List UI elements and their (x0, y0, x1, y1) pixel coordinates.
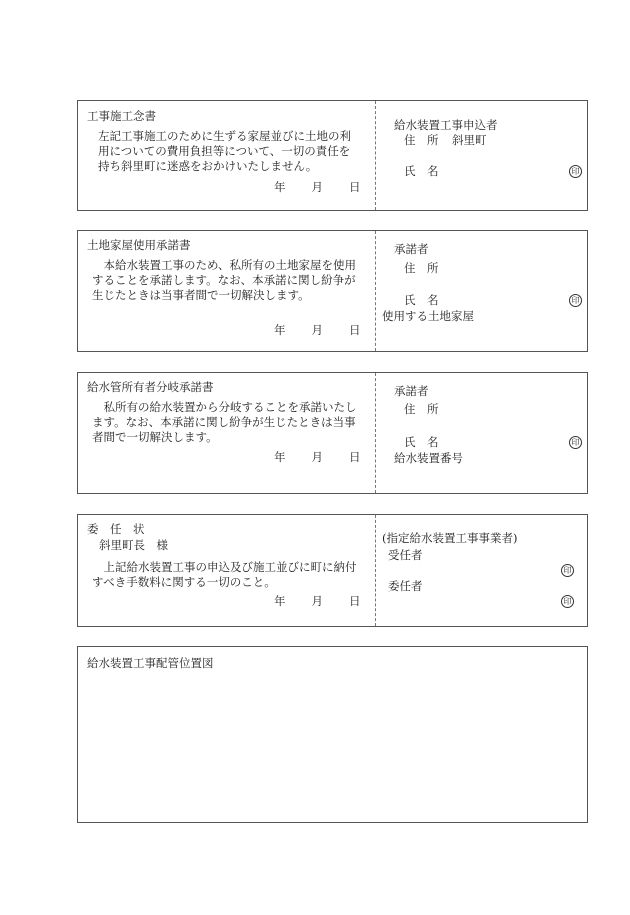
trustee-label: 受任者 (388, 548, 423, 562)
day-label: 日 (349, 180, 361, 194)
section-title: 工事施工念書 (87, 109, 156, 123)
address-value: 斜里町 (452, 133, 487, 147)
land-use-consent-section (77, 230, 588, 352)
contractor-label: (指定給水装置工事事業者) (382, 531, 518, 545)
seal-icon: 印 (569, 294, 582, 307)
section-title: 給水装置工事配管位置図 (87, 656, 214, 670)
date-line (274, 322, 361, 338)
section-title: 給水管所有者分岐承諾書 (87, 380, 214, 394)
month-label: 月 (311, 180, 323, 194)
section-divider (375, 101, 376, 210)
section-title: 土地家屋使用承諾書 (87, 238, 191, 252)
device-number-label: 給水装置番号 (394, 451, 463, 465)
name-label: 氏 名 (404, 435, 439, 449)
address-label: 住 所 (404, 402, 439, 416)
year-label: 年 (274, 594, 286, 608)
section-title: 委 任 状 (87, 522, 145, 536)
pledge-text: 左記工事施工のために生ずる家屋並びに土地の利用についての費用負担等について、一切の責任を持ち斜里町に迷惑をおかけいたしません。 (98, 129, 351, 173)
month-label: 月 (311, 323, 323, 337)
approver-label: 承諾者 (394, 384, 429, 398)
section-divider (375, 231, 376, 351)
property-label: 使用する土地家屋 (382, 309, 474, 323)
date-line (274, 593, 361, 609)
applicant-label: 給水装置工事申込者 (394, 118, 498, 132)
month-label: 月 (311, 450, 323, 464)
piping-location-diagram-section (77, 646, 588, 823)
power-of-attorney-section (77, 514, 588, 627)
seal-icon: 印 (569, 436, 582, 449)
month-label: 月 (311, 594, 323, 608)
section-divider (375, 515, 376, 626)
year-label: 年 (274, 323, 286, 337)
seal-icon: 印 (561, 595, 574, 608)
address-label: 住 所 (404, 133, 439, 147)
delegator-label: 委任者 (388, 579, 423, 593)
addressee: 斜里町長 様 (99, 538, 168, 552)
seal-icon: 印 (561, 564, 574, 577)
year-label: 年 (274, 180, 286, 194)
seal-icon: 印 (569, 165, 582, 178)
approver-label: 承諾者 (394, 242, 429, 256)
consent-text: 私所有の給水装置から分岐することを承諾いたします。なお、本承諾に関し紛争が生じたときは当事者間で一切解決します。 (92, 400, 357, 444)
section-divider (375, 373, 376, 493)
consent-text: 本給水装置工事のため、私所有の土地家屋を使用することを承諾します。なお、本承諾に関し紛争が生じたときは当事者間で一切解決します。 (92, 258, 357, 302)
day-label: 日 (349, 594, 361, 608)
day-label: 日 (349, 450, 361, 464)
year-label: 年 (274, 450, 286, 464)
date-line (274, 179, 361, 195)
date-line (274, 449, 361, 465)
branch-consent-section (77, 372, 588, 494)
day-label: 日 (349, 323, 361, 337)
delegation-text: 上記給水装置工事の申込及び施工並びに町に納付すべき手数料に関する一切のこと。 (92, 560, 357, 589)
name-label: 氏 名 (404, 164, 439, 178)
address-label: 住 所 (404, 261, 439, 275)
construction-pledge-section (77, 100, 588, 211)
name-label: 氏 名 (404, 293, 439, 307)
